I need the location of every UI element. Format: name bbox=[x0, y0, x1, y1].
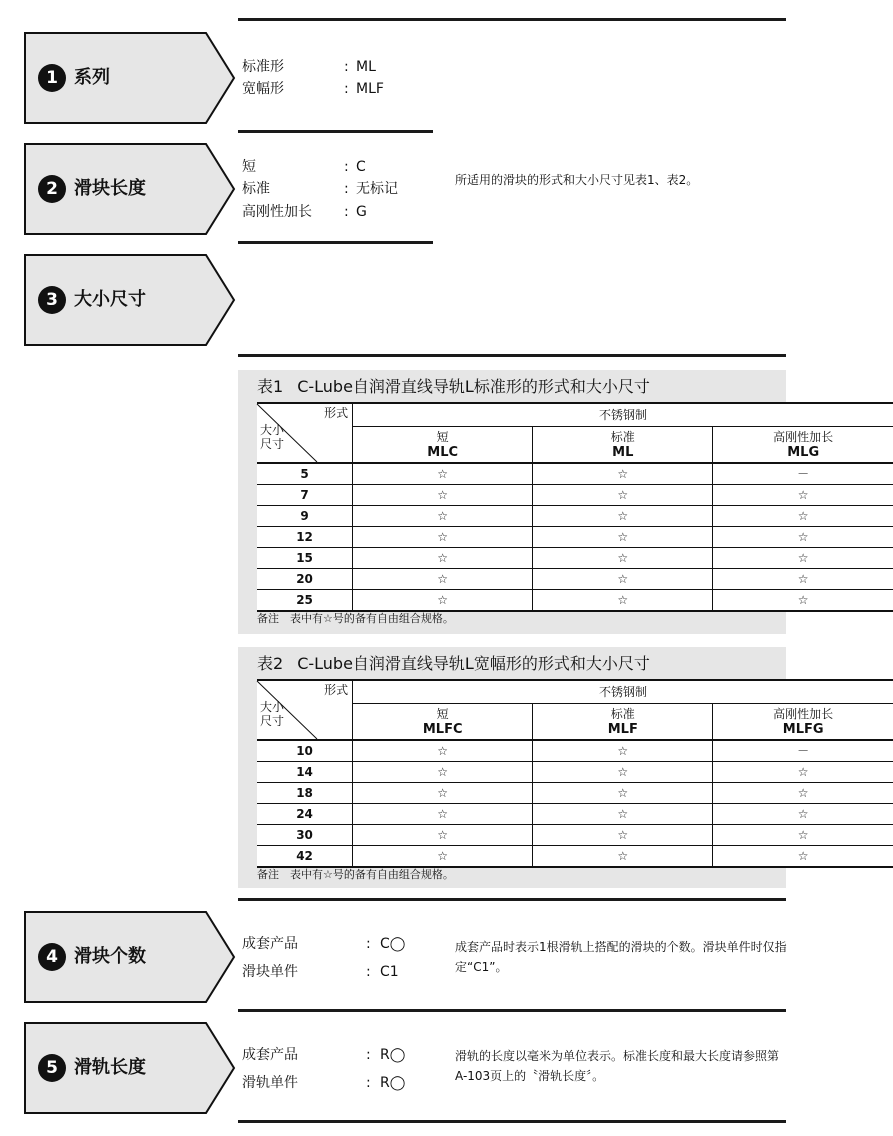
availability-cell: ☆ bbox=[353, 506, 533, 527]
type-name: 标准 bbox=[610, 429, 635, 444]
availability-cell: ☆ bbox=[353, 485, 533, 506]
availability-cell: ☆ bbox=[713, 485, 893, 506]
table-remark: 备注 表中有☆号的备有自由组合规格。 bbox=[257, 868, 454, 881]
availability-cell: ☆ bbox=[533, 569, 713, 590]
section-note: 所适用的滑块的形式和大小尺寸见表1、表2。 bbox=[455, 173, 699, 187]
size-table bbox=[257, 679, 893, 868]
availability-cell: ☆ bbox=[353, 590, 533, 612]
availability-cell: ☆ bbox=[713, 548, 893, 569]
model-code: ML bbox=[612, 444, 634, 460]
option-colon: : bbox=[366, 964, 371, 980]
size-cell: 10 bbox=[257, 740, 353, 762]
availability-cell: ☆ bbox=[713, 783, 893, 804]
header-corner-cell bbox=[257, 403, 353, 463]
material-header: 不锈钢制 bbox=[353, 680, 893, 704]
table-row bbox=[257, 783, 893, 804]
table-title bbox=[257, 376, 650, 398]
size-cell: 7 bbox=[257, 485, 353, 506]
option-key: 高刚性加长 bbox=[242, 204, 312, 220]
option-value: ML bbox=[356, 59, 376, 75]
model-code: MLFG bbox=[782, 721, 824, 737]
type-name: 高刚性加长 bbox=[773, 706, 834, 721]
availability-cell: ☆ bbox=[353, 463, 533, 485]
availability-cell: ☆ bbox=[533, 740, 713, 762]
table-number: 表2 bbox=[257, 654, 284, 673]
type-header bbox=[713, 427, 893, 464]
table-number: 表1 bbox=[257, 377, 284, 396]
availability-cell: ☆ bbox=[533, 825, 713, 846]
option-key: 宽幅形 bbox=[242, 81, 284, 97]
size-cell: 5 bbox=[257, 463, 353, 485]
type-name: 标准 bbox=[610, 706, 635, 721]
size-cell: 9 bbox=[257, 506, 353, 527]
option-colon: : bbox=[366, 936, 371, 952]
availability-cell: ☆ bbox=[353, 825, 533, 846]
availability-cell: ☆ bbox=[533, 762, 713, 783]
section-title: 大小尺寸 bbox=[74, 289, 146, 310]
corner-label-type: 形式 bbox=[324, 683, 349, 697]
option-key: 短 bbox=[242, 159, 256, 175]
option-key: 标准形 bbox=[242, 59, 284, 75]
option-colon: : bbox=[344, 204, 349, 220]
model-code: MLG bbox=[787, 444, 820, 460]
rule-length-end bbox=[238, 241, 433, 244]
table-row bbox=[257, 548, 893, 569]
table-row bbox=[257, 762, 893, 783]
option-value: MLF bbox=[356, 81, 384, 97]
option-key: 滑轨单件 bbox=[242, 1075, 298, 1091]
option-colon: : bbox=[366, 1075, 371, 1091]
availability-cell: ☆ bbox=[713, 762, 893, 783]
size-cell: 15 bbox=[257, 548, 353, 569]
availability-cell: ☆ bbox=[533, 485, 713, 506]
type-header bbox=[713, 704, 893, 741]
availability-cell: ☆ bbox=[713, 590, 893, 612]
type-header bbox=[353, 427, 533, 464]
section-number: 5 bbox=[38, 1054, 66, 1082]
option-key: 成套产品 bbox=[242, 1047, 298, 1063]
option-key: 成套产品 bbox=[242, 936, 298, 952]
option-colon: : bbox=[366, 1047, 371, 1063]
section-number: 2 bbox=[38, 175, 66, 203]
availability-cell: ☆ bbox=[533, 506, 713, 527]
section-note: 成套产品时表示1根滑轨上搭配的滑块的个数。滑块单件时仅指定“C1”。 bbox=[455, 940, 787, 974]
section-title: 系列 bbox=[74, 67, 110, 88]
model-code: MLF bbox=[607, 721, 638, 737]
availability-cell: ☆ bbox=[353, 527, 533, 548]
table-remark: 备注 表中有☆号的备有自由组合规格。 bbox=[257, 612, 454, 625]
size-table bbox=[257, 402, 893, 612]
section-title: 滑轨长度 bbox=[74, 1057, 146, 1078]
corner-label-type: 形式 bbox=[324, 406, 349, 420]
rule-tables-end bbox=[238, 898, 786, 901]
size-cell: 25 bbox=[257, 590, 353, 612]
model-code: MLC bbox=[427, 444, 459, 460]
option-key: 标准 bbox=[242, 181, 270, 197]
type-header bbox=[533, 704, 713, 741]
table-row bbox=[257, 740, 893, 762]
table1-panel bbox=[238, 370, 834, 634]
section-title: 滑块长度 bbox=[74, 178, 146, 199]
rule-size-end bbox=[238, 354, 786, 357]
option-key: 滑块单件 bbox=[242, 964, 298, 980]
table-title bbox=[257, 653, 650, 675]
option-value: C◯ bbox=[380, 936, 406, 952]
table-row bbox=[257, 846, 893, 868]
table-row bbox=[257, 590, 893, 612]
availability-cell: ☆ bbox=[713, 569, 893, 590]
availability-cell: ☆ bbox=[533, 527, 713, 548]
availability-cell: ☆ bbox=[713, 804, 893, 825]
size-cell: 20 bbox=[257, 569, 353, 590]
rule-top bbox=[238, 18, 786, 21]
availability-cell: ☆ bbox=[353, 804, 533, 825]
section-title: 滑块个数 bbox=[74, 946, 146, 967]
availability-cell: ☆ bbox=[533, 548, 713, 569]
option-value: G bbox=[356, 204, 367, 220]
corner-label-size: 大小尺寸 bbox=[260, 700, 285, 728]
type-name: 短 bbox=[436, 429, 449, 444]
size-cell: 12 bbox=[257, 527, 353, 548]
option-value: C1 bbox=[380, 964, 399, 980]
availability-cell: ☆ bbox=[353, 846, 533, 868]
option-colon: : bbox=[344, 159, 349, 175]
section-length-badge bbox=[24, 143, 236, 235]
availability-cell: － bbox=[713, 740, 893, 762]
size-cell: 24 bbox=[257, 804, 353, 825]
option-value: 无标记 bbox=[356, 181, 398, 197]
rule-bottom bbox=[238, 1120, 786, 1123]
section-number: 3 bbox=[38, 286, 66, 314]
table-title-text: C-Lube自润滑直线导轨L宽幅形的形式和大小尺寸 bbox=[297, 654, 650, 673]
availability-cell: ☆ bbox=[353, 569, 533, 590]
availability-cell: ☆ bbox=[353, 740, 533, 762]
availability-cell: ☆ bbox=[533, 804, 713, 825]
type-name: 短 bbox=[436, 706, 449, 721]
availability-cell: ☆ bbox=[533, 846, 713, 868]
availability-cell: ☆ bbox=[533, 590, 713, 612]
table-title-text: C-Lube自润滑直线导轨L标准形的形式和大小尺寸 bbox=[297, 377, 650, 396]
availability-cell: ☆ bbox=[533, 463, 713, 485]
table-row bbox=[257, 527, 893, 548]
section-quantity-badge bbox=[24, 911, 236, 1003]
section-size-badge bbox=[24, 254, 236, 346]
availability-cell: ☆ bbox=[713, 527, 893, 548]
corner-label-size: 大小尺寸 bbox=[260, 423, 285, 451]
section-series-badge bbox=[24, 32, 236, 124]
table2-panel bbox=[238, 647, 834, 888]
table-row bbox=[257, 485, 893, 506]
option-value: C bbox=[356, 159, 366, 175]
material-header: 不锈钢制 bbox=[353, 403, 893, 427]
section-rail-length-badge bbox=[24, 1022, 236, 1114]
availability-cell: ☆ bbox=[533, 783, 713, 804]
size-cell: 30 bbox=[257, 825, 353, 846]
option-colon: : bbox=[344, 181, 349, 197]
table-row bbox=[257, 506, 893, 527]
model-code: MLFC bbox=[422, 721, 463, 737]
availability-cell: ☆ bbox=[713, 825, 893, 846]
section-number: 4 bbox=[38, 943, 66, 971]
section-note: 滑轨的长度以毫米为单位表示。标准长度和最大长度请参照第A-103页上的〝滑轨长度〞。 bbox=[455, 1049, 780, 1083]
availability-cell: － bbox=[713, 463, 893, 485]
option-colon: : bbox=[344, 59, 349, 75]
availability-cell: ☆ bbox=[353, 762, 533, 783]
table-row bbox=[257, 463, 893, 485]
availability-cell: ☆ bbox=[353, 548, 533, 569]
availability-cell: ☆ bbox=[353, 783, 533, 804]
availability-cell: ☆ bbox=[713, 846, 893, 868]
availability-cell: ☆ bbox=[713, 506, 893, 527]
rule-quantity-end bbox=[238, 1009, 786, 1012]
type-name: 高刚性加长 bbox=[773, 429, 834, 444]
type-header bbox=[353, 704, 533, 741]
table-row bbox=[257, 569, 893, 590]
type-header bbox=[533, 427, 713, 464]
option-value: R◯ bbox=[380, 1075, 406, 1091]
header-corner-cell bbox=[257, 680, 353, 740]
rule-series-end bbox=[238, 130, 433, 133]
size-cell: 14 bbox=[257, 762, 353, 783]
table-row bbox=[257, 804, 893, 825]
table-row bbox=[257, 825, 893, 846]
option-value: R◯ bbox=[380, 1047, 406, 1063]
size-cell: 18 bbox=[257, 783, 353, 804]
section-number: 1 bbox=[38, 64, 66, 92]
size-cell: 42 bbox=[257, 846, 353, 868]
option-colon: : bbox=[344, 81, 349, 97]
